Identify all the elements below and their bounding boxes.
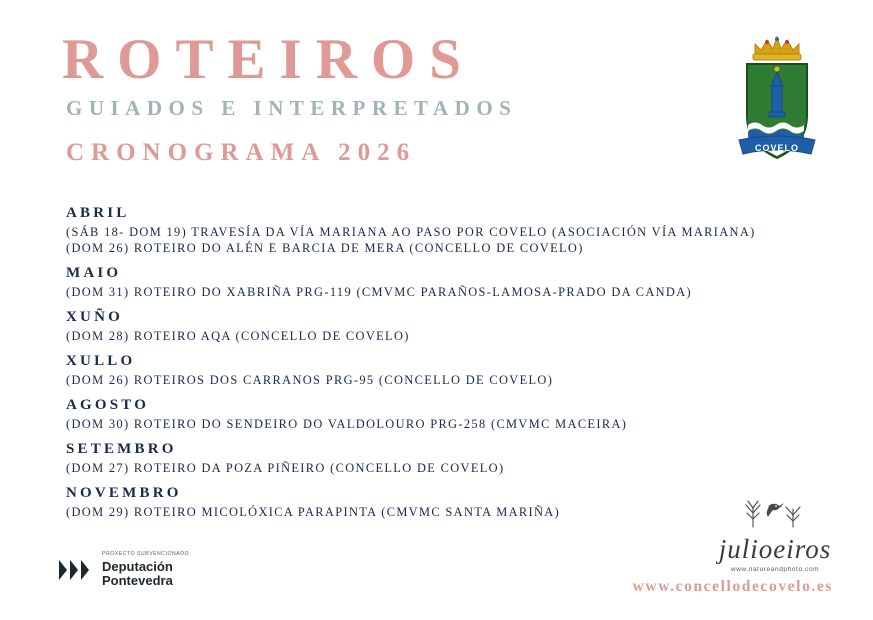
schedule-entry: (DOM 29) ROTEIRO MICOLÓXICA PARAPINTA (CMVMC SANTA MARIÑA) [66, 505, 561, 519]
photographer-logo [700, 495, 850, 573]
month-name: XULLO [66, 353, 136, 369]
schedule-entry: (DOM 27) ROTEIRO DA POZA PIÑEIRO (CONCELLO DE COVELO) [66, 461, 505, 475]
page-subtitle: GUIADOS E INTERPRETADOS [66, 95, 518, 120]
schedule-entry: (DOM 30) ROTEIRO DO SENDEIRO DO VALDOLOURO PRG-258 (CMVMC MACEIRA) [66, 417, 628, 431]
photographer-name: julioeiros [718, 534, 832, 564]
schedule-entry: (DOM 31) ROTEIRO DO XABRIÑA PRG-119 (CMVMC PARAÑOS-LAMOSA-PRADO DA CANDA) [66, 285, 692, 299]
deputacion-line2: Pontevedra [102, 573, 173, 589]
month-name: XUÑO [66, 309, 123, 325]
month-group [66, 309, 856, 344]
schedule-list [66, 205, 856, 529]
photographer-url: www.natureandphoto.com [730, 566, 820, 573]
page-title: ROTEIROS [62, 28, 475, 91]
svg-text:COVELO: COVELO [754, 143, 800, 153]
header-title-block [62, 30, 517, 167]
website-url[interactable]: www.concellodecovelo.es [632, 578, 833, 595]
month-name: SETEMBRO [66, 441, 177, 457]
month-name: ABRIL [66, 205, 130, 221]
covelo-coat-of-arms-icon [729, 28, 825, 168]
schedule-entry: (DOM 26) ROTEIRO DO ALÉN E BARCIA DE MERA (CONCELLO DE COVELO) [66, 241, 584, 255]
month-group [66, 265, 856, 300]
schedule-entry: (DOM 26) ROTEIROS DOS CARRANOS PRG-95 (CONCELLO DE COVELO) [66, 373, 554, 387]
schedule-entry: (DOM 28) ROTEIRO AQA (CONCELLO DE COVELO) [66, 329, 410, 343]
month-group [66, 353, 856, 388]
deputacion-text [102, 552, 189, 588]
deputacion-line1: Deputación [102, 558, 173, 574]
deputacion-pontevedra-logo [58, 552, 189, 588]
month-group [66, 205, 856, 256]
month-name: MAIO [66, 265, 122, 281]
month-name: NOVEMBRO [66, 485, 182, 501]
month-group [66, 397, 856, 432]
month-name: AGOSTO [66, 397, 150, 413]
month-group [66, 441, 856, 476]
chevrons-icon [58, 557, 94, 583]
schedule-entry: (SÁB 18- DOM 19) TRAVESÍA DA VÍA MARIANA AO PASO POR COVELO (ASOCIACIÓN VÍA MARIANA) [66, 225, 756, 239]
deputacion-tagline: PROXECTO SUBVENCIONADO [102, 551, 190, 557]
program-title: CRONOGRAMA 2026 [66, 138, 417, 166]
bird-sprig-icon [735, 516, 815, 533]
